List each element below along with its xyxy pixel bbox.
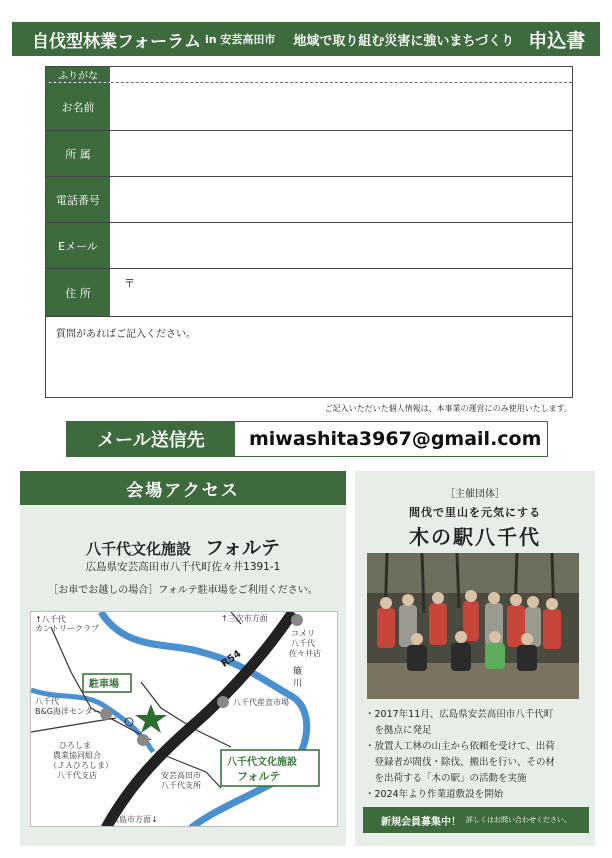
bg-marker — [100, 708, 112, 720]
organizer-name: 木の駅八千代 — [409, 525, 541, 549]
parking-note: ［お車でお越しの場合］フォルテ駐車場をご利用ください。 — [48, 585, 318, 596]
form-header — [12, 22, 600, 56]
address-field[interactable] — [110, 269, 572, 316]
access-title: 会場アクセス — [20, 471, 346, 505]
name-label: お名前 — [46, 83, 110, 130]
map-label-hiroshima: 広島市方面↓ — [111, 815, 158, 824]
bullet-line: 登録者が間伐・除伐、搬出を行い、その材 — [365, 757, 556, 768]
recruit-sub: 詳しくはお問い合わせください。 — [466, 816, 571, 824]
forum-subtitle: 地域で取り組む災害に強いまちづくり — [293, 33, 515, 49]
road-bg — [31, 718, 116, 732]
recruit-banner — [363, 807, 589, 833]
market-marker — [217, 696, 229, 708]
furigana-label: ふりがな — [46, 67, 110, 82]
affiliation-label: 所 属 — [46, 131, 110, 176]
bullet-line: ・2024年より作業道敷設を開始 — [365, 789, 504, 800]
phone-field[interactable] — [110, 177, 572, 222]
ja-marker — [137, 734, 149, 746]
map-label-cc-1: ↑八千代 — [35, 615, 66, 624]
mail-label: メール送信先 — [67, 422, 235, 456]
map-label-bg-1: 八千代 — [35, 697, 59, 706]
group-photo — [367, 553, 579, 699]
map-drawing — [31, 612, 338, 827]
map-label-market: 八千代産直市場 — [233, 698, 289, 707]
map-label-venue-2: フォルテ — [237, 770, 281, 783]
bullet-line: を出荷する「木の駅」の活動を実施 — [365, 773, 527, 784]
map-label-river-1: 簸 — [293, 667, 303, 677]
map-label-komeri-3: 佐々井店 — [289, 649, 321, 658]
map-label-cc-2: カントリークラブ — [35, 624, 99, 633]
application-form — [45, 66, 573, 398]
affiliation-row — [46, 131, 572, 177]
access-panel — [20, 471, 346, 846]
map-label-river-2: 川 — [293, 679, 303, 689]
map-label-komeri-1: コメリ — [291, 629, 315, 638]
email-field[interactable] — [110, 223, 572, 268]
organizer-bullets — [365, 707, 593, 803]
map-label-route: R54 — [219, 648, 244, 670]
bullet-line: ・放置人工林の山主から依頼を受けて、出荷 — [365, 741, 555, 752]
venue-main-name: フォルテ — [204, 537, 281, 559]
address-label: 住 所 — [46, 269, 110, 316]
bullet-line: を拠点に発足 — [365, 725, 432, 736]
map-label-ja-2: 農業協同組合 — [53, 751, 101, 760]
map-label-parking: 駐車場 — [89, 679, 119, 690]
address-row — [46, 269, 572, 317]
form-title: 申込書 — [528, 29, 586, 52]
phone-row — [46, 177, 572, 223]
venue-prefix: 八千代文化施設 — [85, 540, 191, 558]
privacy-note: ご記入いただいた個人情報は、本事業の運営にのみ使用いたします。 — [324, 404, 572, 413]
organizer-label: ［主催団体］ — [445, 489, 505, 500]
map-label-komeri-2: 八千代 — [291, 639, 315, 648]
forum-location: in 安芸高田市 — [204, 33, 276, 46]
route-54 — [106, 612, 293, 827]
bullet-line: ・2017年11月、広島県安芸高田市八千代町 — [365, 709, 554, 720]
map-label-ja-3: （ＪＡひろしま） — [49, 761, 113, 770]
map-label-bg-2: B&G海洋センター — [35, 707, 101, 716]
organizer-slogan: 間伐で里山を元気にする — [409, 506, 541, 519]
postal-mark: 〒 — [124, 277, 135, 290]
mail-banner — [66, 421, 548, 457]
recruit-main: 新規会員募集中！ — [381, 816, 461, 828]
komeri-marker — [291, 614, 303, 626]
venue-map — [30, 611, 338, 827]
map-label-ja-1: ひろしま — [59, 741, 91, 750]
furigana-row — [46, 67, 572, 83]
question-prompt: 質問があればご記入ください。 — [56, 329, 196, 340]
organizer-panel — [355, 471, 595, 846]
map-label-ja-4: 八千代支店 — [57, 771, 97, 780]
name-row — [46, 83, 572, 131]
affiliation-field[interactable] — [110, 131, 572, 176]
map-label-branch-1: 安芸高田市 — [161, 771, 201, 780]
venue-address: 広島県安芸高田市八千代町佐々井1391-1 — [85, 561, 281, 573]
email-label: Eメール — [46, 223, 110, 268]
group-photo-drawing — [367, 553, 579, 699]
forum-title: 自伐型林業フォーラム — [32, 31, 201, 52]
map-label-venue-1: 八千代文化施設 — [227, 757, 297, 768]
venue-name — [20, 533, 346, 560]
map-label-miyoshi: ↑三次市方面 — [221, 614, 268, 623]
email-row — [46, 223, 572, 269]
map-label-branch-2: 八千代支所 — [161, 781, 201, 790]
name-field[interactable] — [110, 83, 572, 130]
phone-label: 電話番号 — [46, 177, 110, 222]
furigana-field[interactable] — [110, 67, 572, 82]
mail-address-link[interactable]: miwashita3967@gmail.com — [249, 428, 542, 450]
